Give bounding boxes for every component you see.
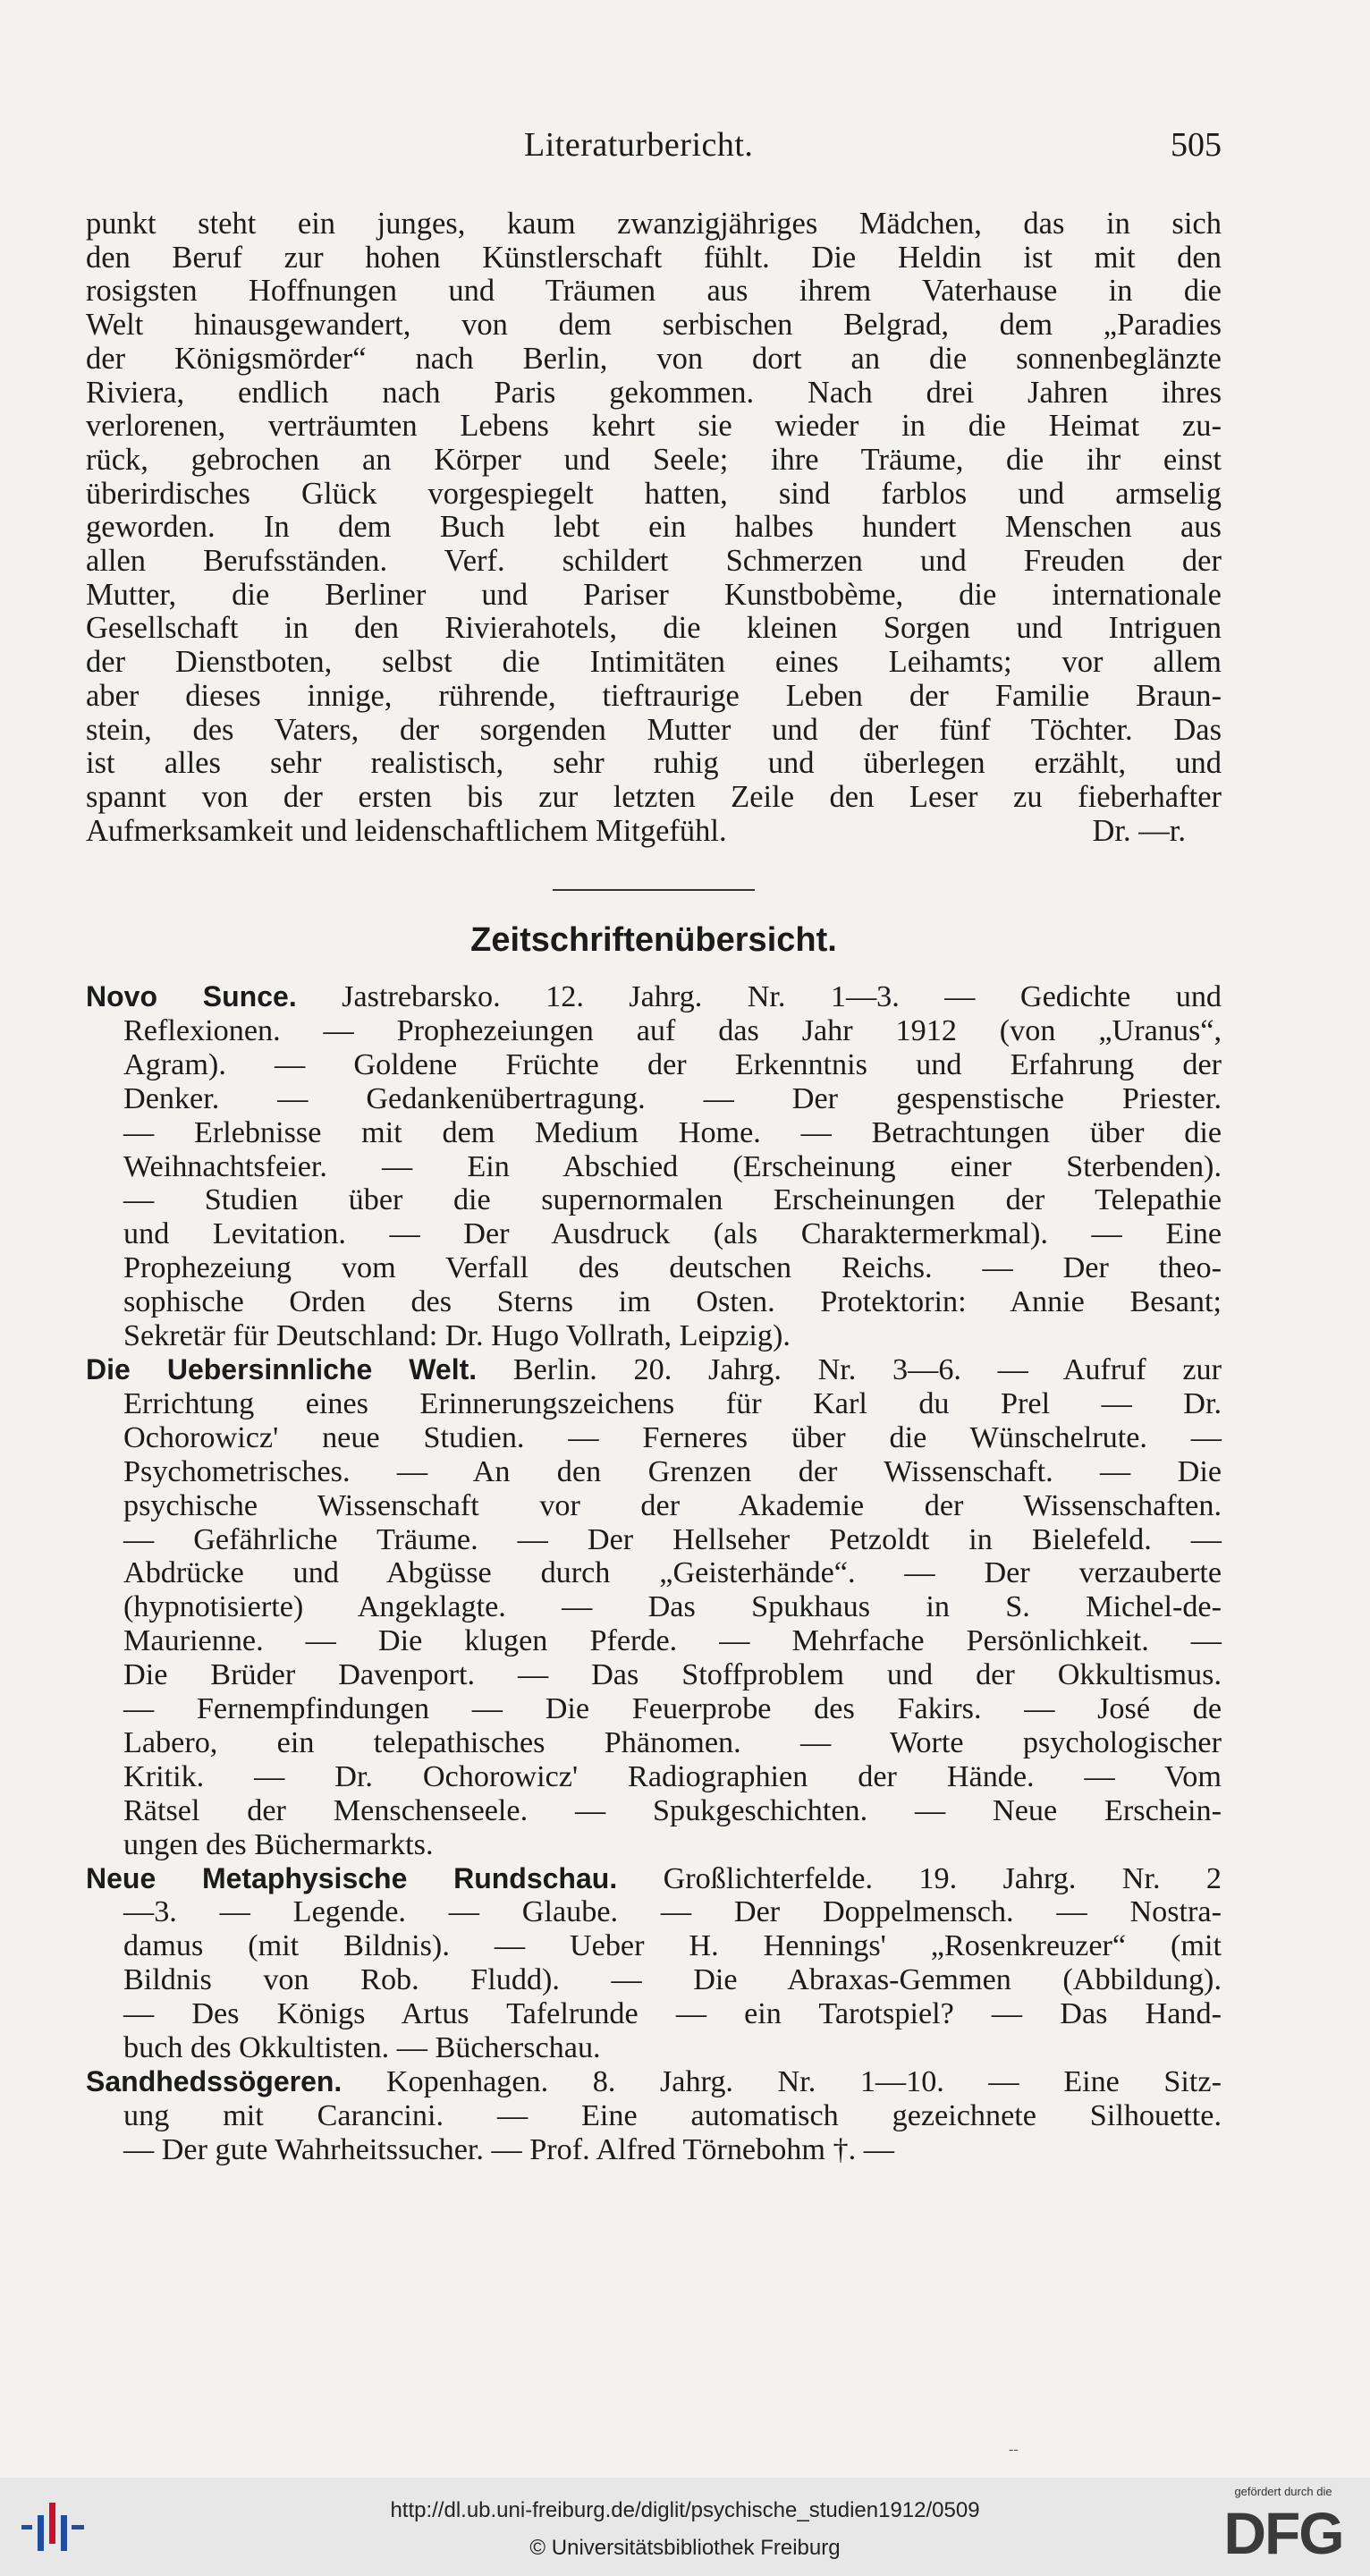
- entry-line: — Des Königs Artus Tafelrunde — ein Tarotspiel? — Das Hand-: [123, 1997, 1222, 2031]
- dfg-logo: [1207, 2485, 1359, 2571]
- entry-line: Agram). — Goldene Früchte der Erkenntnis und Erfahrung der: [123, 1047, 1222, 1081]
- review-line: allen Berufsständen. Verf. schildert Schmerzen und Freuden der: [86, 544, 1222, 579]
- entry-line: und Levitation. — Der Ausdruck (als Charaktermerkmal). — Eine: [123, 1217, 1222, 1251]
- journal-entry: [86, 1862, 1222, 2065]
- entry-first-text: Jastrebarsko. 12. Jahrg. Nr. 1—3. — Gedichte und: [296, 980, 1222, 1013]
- journal-name: Neue Metaphysische Rundschau.: [86, 1861, 618, 1894]
- entry-line: Rätsel der Menschenseele. — Spukgeschichten. — Neue Erschein-: [123, 1793, 1222, 1827]
- footer-url-link[interactable]: http://dl.ub.uni-freiburg.de/diglit/psychische_studien1912/0509: [390, 2498, 980, 2522]
- entry-line: Weihnachtsfeier. — Ein Abschied (Erscheinung einer Sterbenden).: [123, 1149, 1222, 1183]
- entry-line: Kritik. — Dr. Ochorowicz' Radiographien der Hände. — Vom: [123, 1759, 1222, 1793]
- entry-line: Die Brüder Davenport. — Das Stoffproblem und der Okkultismus.: [123, 1658, 1222, 1692]
- entry-line: Psychometrisches. — An den Grenzen der Wissenschaft. — Die: [123, 1454, 1222, 1488]
- footer-bar: [0, 2478, 1370, 2576]
- small-mark: --: [1009, 2442, 1019, 2457]
- entry-line: — Gefährliche Träume. — Der Hellseher Petzoldt in Bielefeld. —: [123, 1522, 1222, 1556]
- journal-entries: [86, 980, 1222, 2167]
- entry-first-text: Kopenhagen. 8. Jahrg. Nr. 1—10. — Eine Sitz-: [342, 2065, 1222, 2098]
- entry-line: Labero, ein telepathisches Phänomen. — Worte psychologischer: [123, 1725, 1222, 1759]
- journal-name: Sandhedssögeren.: [86, 2065, 342, 2097]
- review-line: der Königsmörder“ nach Berlin, von dort an die sonnenbeglänzte: [86, 341, 1222, 376]
- entry-first-text: Berlin. 20. Jahrg. Nr. 3—6. — Aufruf zur: [477, 1352, 1222, 1386]
- review-line: überirdisches Glück vorgespiegelt hatten, sind farblos und armselig: [86, 476, 1222, 511]
- entry-line: Sekretär für Deutschland: Dr. Hugo Vollrath, Leipzig).: [123, 1319, 791, 1353]
- review-last-line: [86, 815, 1222, 849]
- review-line: punkt steht ein junges, kaum zwanzigjähriges Mädchen, das in sich: [86, 207, 1222, 241]
- entry-line: ungen des Büchermarkts.: [123, 1827, 434, 1861]
- review-line: rosigsten Hoffnungen und Träumen aus ihrem Vaterhause in die: [86, 274, 1222, 309]
- page-number: 505: [1171, 126, 1222, 164]
- entry-first-line: [86, 1353, 1222, 1387]
- entry-line: Reflexionen. — Prophezeiungen auf das Jahr 1912 (von „Uranus“,: [123, 1013, 1222, 1047]
- journal-entry: [86, 980, 1222, 1353]
- entry-first-text: Großlichterfelde. 19. Jahrg. Nr. 2: [617, 1861, 1222, 1895]
- journal-name: Die Uebersinnliche Welt.: [86, 1352, 478, 1385]
- entry-first-line: [86, 2065, 1222, 2099]
- review-line: spannt von der ersten bis zur letzten Zeile den Leser zu fieberhafter: [86, 779, 1222, 814]
- footer-copyright: © Universitätsbibliothek Freiburg: [529, 2536, 841, 2560]
- review-line: ist alles sehr realistisch, sehr ruhig und überlegen erzählt, und: [86, 746, 1222, 781]
- entry-line: Abdrücke und Abgüsse durch „Geisterhände“. — Der verzauberte: [123, 1556, 1222, 1590]
- review-line: stein, des Vaters, der sorgenden Mutter und der fünf Töchter. Das: [86, 712, 1222, 747]
- journal-entry: [86, 1353, 1222, 1862]
- entry-line: Maurienne. — Die klugen Pferde. — Mehrfache Persönlichkeit. —: [123, 1624, 1222, 1658]
- review-line: Riviera, endlich nach Paris gekommen. Nach drei Jahren ihres: [86, 375, 1222, 410]
- entry-first-line: [86, 1862, 1222, 1896]
- entry-line: — Studien über die supernormalen Erscheinungen der Telepathie: [123, 1183, 1222, 1217]
- entry-line: damus (mit Bildnis). — Ueber H. Hennings' „Rosenkreuzer“ (mit: [123, 1929, 1222, 1963]
- review-line: Gesellschaft in den Rivierahotels, die kleinen Sorgen und Intriguen: [86, 611, 1222, 646]
- review-line: Mutter, die Berliner und Pariser Kunstbobème, die internationale: [86, 577, 1222, 612]
- entry-line: Prophezeiung vom Verfall des deutschen Reichs. — Der theo-: [123, 1251, 1222, 1285]
- entry-line: sophische Orden des Sterns im Osten. Protektorin: Annie Besant;: [123, 1285, 1222, 1319]
- review-line: Welt hinausgewandert, von dem serbischen Belgrad, dem „Paradies: [86, 308, 1222, 343]
- review-line: rück, gebrochen an Körper und Seele; ihre Träume, die ihr einst: [86, 442, 1222, 477]
- entry-line: — Der gute Wahrheitssucher. — Prof. Alfred Törnebohm †. —: [123, 2132, 894, 2166]
- dfg-label: gefördert durch die: [1234, 2485, 1332, 2498]
- entry-first-line: [86, 980, 1222, 1014]
- review-line: verlorenen, verträumten Lebens kehrt sie wieder in die Heimat zu-: [86, 409, 1222, 444]
- journal-name: Novo Sunce.: [86, 980, 297, 1013]
- journal-entry: [86, 2065, 1222, 2167]
- review-line: der Dienstboten, selbst die Intimitäten eines Leihamts; vor allem: [86, 645, 1222, 680]
- review-line: geworden. In dem Buch lebt ein halbes hundert Menschen aus: [86, 510, 1222, 545]
- header-title: Literaturbericht.: [524, 126, 754, 164]
- review-line: aber dieses innige, rührende, tieftraurige Leben der Familie Braun-: [86, 678, 1222, 713]
- review-paragraph: [86, 208, 1222, 848]
- entry-line: — Fernempfindungen — Die Feuerprobe des Fakirs. — José de: [123, 1692, 1222, 1726]
- entry-line: (hypnotisierte) Angeklagte. — Das Spukhaus in S. Michel-de-: [123, 1590, 1222, 1624]
- entry-line: buch des Okkultisten. — Bücherschau.: [123, 2031, 601, 2065]
- entry-line: Denker. — Gedankenübertragung. — Der gespenstische Priester.: [123, 1081, 1222, 1115]
- entry-line: Ochorowicz' neue Studien. — Ferneres über die Wünschelrute. —: [123, 1420, 1222, 1454]
- entry-line: ung mit Carancini. — Eine automatisch gezeichnete Silhouette.: [123, 2098, 1222, 2132]
- entry-line: — Erlebnisse mit dem Medium Home. — Betrachtungen über die: [123, 1115, 1222, 1149]
- entry-line: Errichtung eines Erinnerungszeichens für Karl du Prel — Dr.: [123, 1386, 1222, 1420]
- review-last-line-text: Aufmerksamkeit und leidenschaftlichem Mitgefühl.: [86, 813, 727, 848]
- dfg-logo-text: DFG: [1223, 2500, 1343, 2566]
- section-heading: Zeitschriftenübersicht.: [470, 921, 837, 959]
- section-divider: [553, 889, 755, 891]
- review-line: den Beruf zur hohen Künstlerschaft fühlt. Die Heldin ist mit den: [86, 240, 1222, 275]
- running-header: [86, 125, 1222, 179]
- entry-line: Bildnis von Rob. Fludd). — Die Abraxas-Gemmen (Abbildung).: [123, 1963, 1222, 1997]
- review-signature: Dr. —r.: [1092, 813, 1186, 848]
- entry-line: —3. — Legende. — Glaube. — Der Doppelmensch. — Nostra-: [123, 1895, 1222, 1929]
- entry-line: psychische Wissenschaft vor der Akademie der Wissenschaften.: [123, 1488, 1222, 1522]
